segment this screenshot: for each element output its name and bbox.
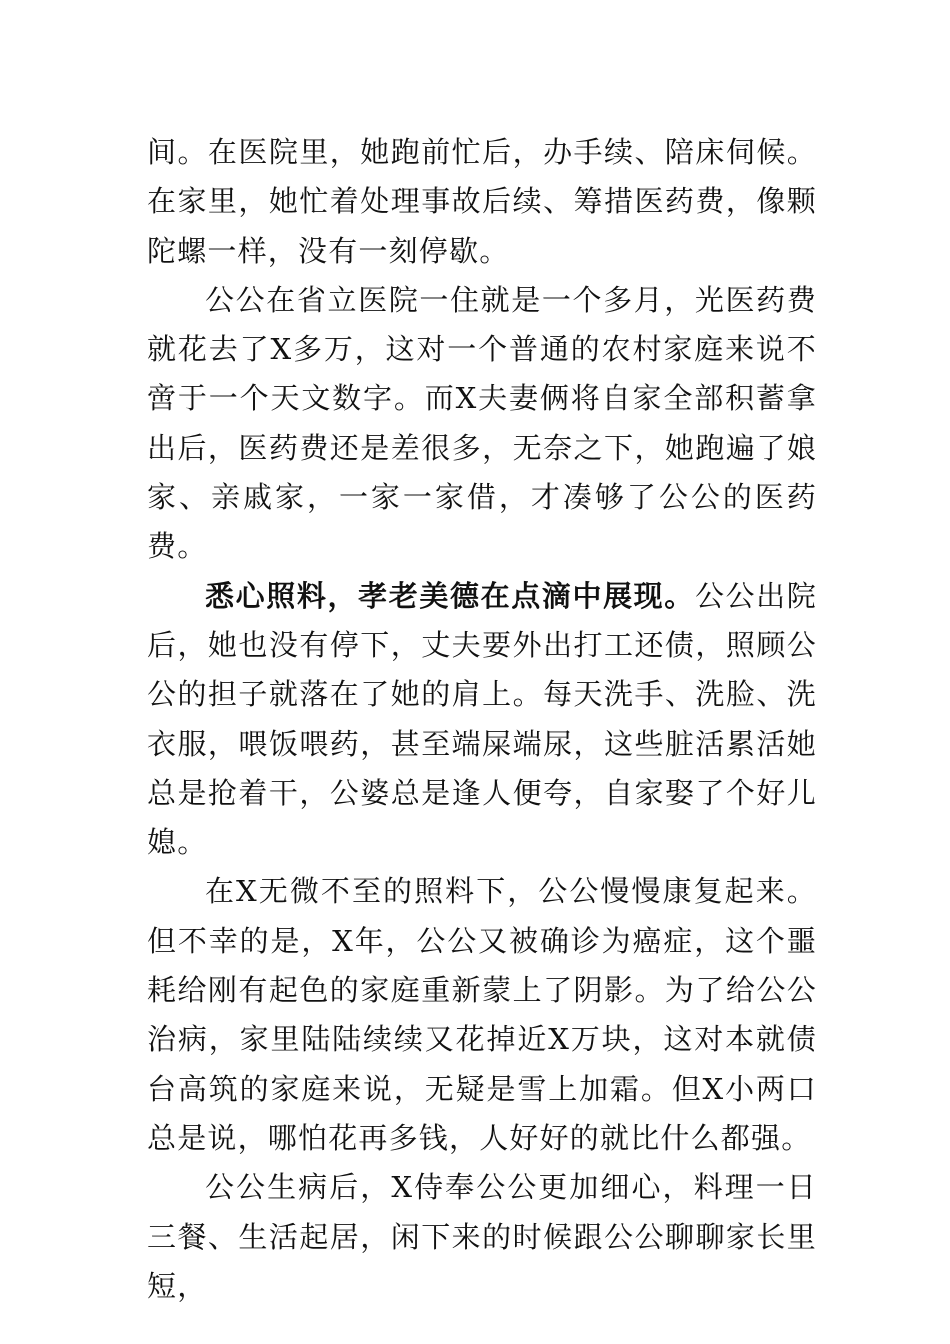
paragraph-3: [147, 572, 817, 868]
paragraph-2-text: 公公在省立医院一住就是一个多月，光医药费就花去了X多万，这对一个普通的农村家庭来说不啻于一个天文数字。而X夫妻俩将自家全部积蓄拿出后，医药费还是差很多，无奈之下，她跑遍了娘家、亲戚家，一家一家借，才凑够了公公的医药费。: [147, 282, 817, 564]
paragraph-3-lead-heading: 悉心照料，孝老美德在点滴中展现。: [205, 578, 695, 613]
paragraph-1: [147, 128, 817, 276]
paragraph-5: [147, 1163, 817, 1311]
document-body: [147, 128, 817, 1311]
paragraph-1-text: 间。在医院里，她跑前忙后，办手续、陪床伺候。在家里，她忙着处理事故后续、筹措医药费，像颗陀螺一样，没有一刻停歇。: [147, 135, 817, 268]
paragraph-3-text: 公公出院后，她也没有停下，丈夫要外出打工还债，照顾公公的担子就落在了她的肩上。每天洗手、洗脸、洗衣服，喂饭喂药，甚至端屎端尿，这些脏活累活她总是抢着干，公婆总是逢人便夸，自家娶了个好儿媳。: [147, 578, 817, 860]
paragraph-4: [147, 867, 817, 1163]
paragraph-2: [147, 276, 817, 572]
paragraph-5-text: 公公生病后，X侍奉公公更加细心，料理一日三餐、生活起居，闲下来的时候跟公公聊聊家长里短，: [147, 1170, 817, 1303]
paragraph-4-text: 在X无微不至的照料下，公公慢慢康复起来。但不幸的是，X年，公公又被确诊为癌症，这个噩耗给刚有起色的家庭重新蒙上了阴影。为了给公公治病，家里陆陆续续又花掉近X万块，这对本就债台高筑的家庭来说，无疑是雪上加霜。但X小两口总是说，哪怕花再多钱，人好好的就比什么都强。: [147, 874, 817, 1155]
